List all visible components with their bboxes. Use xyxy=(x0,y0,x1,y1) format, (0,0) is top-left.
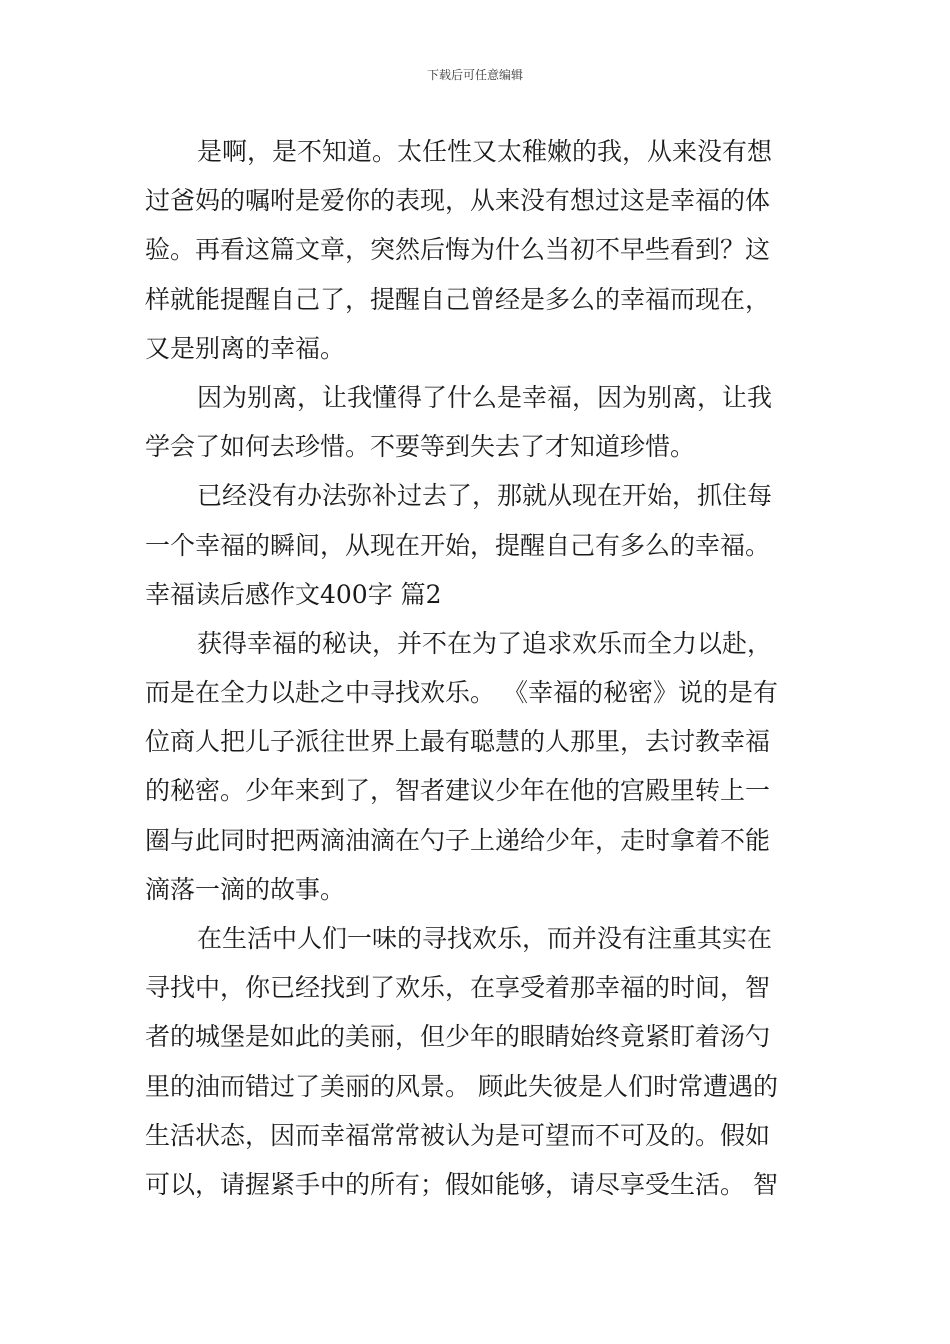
text-line: 是啊，是不知道。太任性又太稚嫩的我，从来没有想 xyxy=(197,137,773,166)
text-line: 圈与此同时把两滴油滴在勺子上递给少年，走时拿着不能 xyxy=(145,825,771,855)
text-line: 可以，请握紧手中的所有；假如能够，请尽享受生活。 智 xyxy=(145,1169,778,1199)
text-line: 位商人把儿子派往世界上最有聪慧的人那里，去讨教幸福 xyxy=(145,727,771,757)
text-line: 学会了如何去珍惜。不要等到失去了才知道珍惜。 xyxy=(145,432,696,462)
text-line: 的秘密。少年来到了，智者建议少年在他的宫殿里转上一 xyxy=(145,776,771,806)
text-line: 生活状态，因而幸福常常被认为是可望而不可及的。假如 xyxy=(145,1120,771,1150)
text-line: 样就能提醒自己了，提醒自己曾经是多么的幸福而现在， xyxy=(145,284,771,314)
text-line: 获得幸福的秘诀，并不在为了追求欢乐而全力以赴， xyxy=(197,628,773,658)
text-line: 验。再看这篇文章，突然后悔为什么当初不早些看到？这 xyxy=(145,235,771,265)
text-line: 幸福读后感作文400字 篇2 xyxy=(145,579,442,609)
text-line: 已经没有办法弥补过去了，那就从现在开始，抓住每 xyxy=(197,481,773,511)
text-line: 一个幸福的瞬间，从现在开始，提醒自己有多么的幸福。 xyxy=(145,530,771,560)
text-line: 寻找中，你已经找到了欢乐，在享受着那幸福的时间，智 xyxy=(145,973,771,1003)
text-line: 又是别离的幸福。 xyxy=(145,333,346,363)
text-line: 者的城堡是如此的美丽，但少年的眼睛始终竟紧盯着汤勺 xyxy=(145,1022,771,1052)
text-line: 滴落一滴的故事。 xyxy=(145,874,346,904)
text-line: 在生活中人们一味的寻找欢乐，而并没有注重其实在 xyxy=(197,924,773,953)
text-line: 因为别离，让我懂得了什么是幸福，因为别离，让我 xyxy=(197,382,773,412)
text-line: 而是在全力以赴之中寻找欢乐。 《幸福的秘密》说的是有 xyxy=(145,678,778,708)
text-line: 过爸妈的嘱咐是爱你的表现，从来没有想过这是幸福的体 xyxy=(145,186,771,216)
document-body xyxy=(145,127,810,1209)
page-header: 下载后可任意编辑 xyxy=(426,68,523,82)
text-line: 里的油而错过了美丽的风景。 顾此失彼是人们时常遭遇的 xyxy=(145,1071,778,1101)
